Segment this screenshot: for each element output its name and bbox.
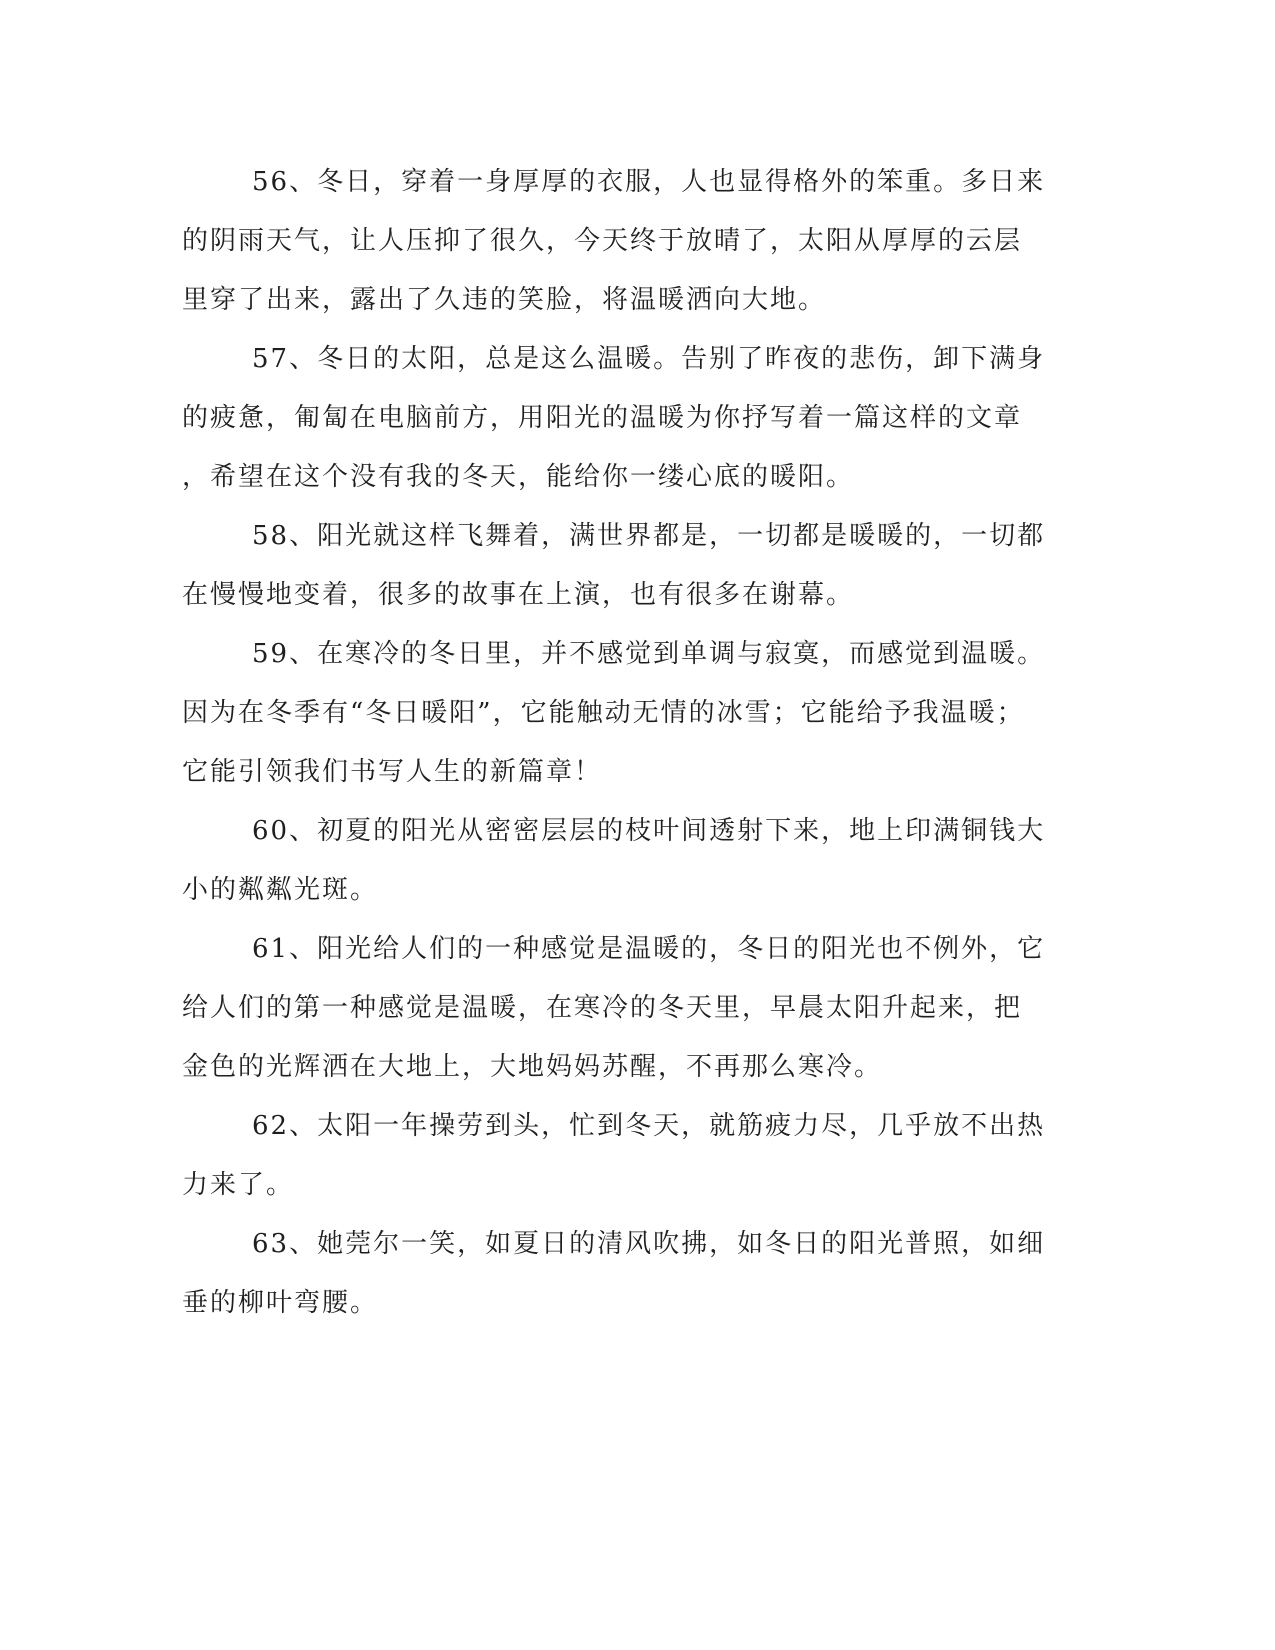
paragraph-63 bbox=[182, 1215, 1046, 1333]
paragraph-line: 61、阳光给人们的一种感觉是温暖的，冬日的阳光也不例外，它 bbox=[252, 934, 1046, 964]
paragraph-line: 小的粼粼光斑。 bbox=[182, 875, 379, 905]
paragraph-58 bbox=[182, 507, 1046, 625]
paragraph-line: ，希望在这个没有我的冬天，能给你一缕心底的暖阳。 bbox=[182, 462, 855, 492]
paragraph-line: 给人们的第一种感觉是温暖，在寒冷的冬天里，早晨太阳升起来，把 bbox=[182, 993, 1023, 1023]
paragraph-line: 58、阳光就这样飞舞着，满世界都是，一切都是暖暖的，一切都 bbox=[252, 521, 1046, 551]
paragraph-line: 因为在冬季有“冬日暖阳”，它能触动无情的冰雪；它能给予我温暖； bbox=[182, 698, 1025, 728]
document-body bbox=[182, 153, 1046, 1333]
paragraph-line: 59、在寒冷的冬日里，并不感觉到单调与寂寞，而感觉到温暖。 bbox=[252, 639, 1046, 669]
paragraph-61 bbox=[182, 920, 1046, 1097]
paragraph-line: 里穿了出来，露出了久违的笑脸，将温暖洒向大地。 bbox=[182, 285, 827, 315]
paragraph-line: 在慢慢地变着，很多的故事在上演，也有很多在谢幕。 bbox=[182, 580, 855, 610]
paragraph-line: 的阴雨天气，让人压抑了很久，今天终于放晴了，太阳从厚厚的云层 bbox=[182, 226, 1023, 256]
paragraph-line: 57、冬日的太阳，总是这么温暖。告别了昨夜的悲伤，卸下满身 bbox=[252, 344, 1046, 374]
paragraph-line: 它能引领我们书写人生的新篇章！ bbox=[182, 757, 603, 787]
paragraph-57 bbox=[182, 330, 1046, 507]
paragraph-60 bbox=[182, 802, 1046, 920]
paragraph-line: 的疲惫，匍匐在电脑前方，用阳光的温暖为你抒写着一篇这样的文章 bbox=[182, 403, 1023, 433]
paragraph-line: 垂的柳叶弯腰。 bbox=[182, 1288, 379, 1318]
paragraph-62 bbox=[182, 1097, 1046, 1215]
paragraph-line: 62、太阳一年操劳到头，忙到冬天，就筋疲力尽，几乎放不出热 bbox=[252, 1111, 1046, 1141]
paragraph-59 bbox=[182, 625, 1046, 802]
paragraph-56 bbox=[182, 153, 1046, 330]
paragraph-line: 金色的光辉洒在大地上，大地妈妈苏醒，不再那么寒冷。 bbox=[182, 1052, 883, 1082]
paragraph-line: 60、初夏的阳光从密密层层的枝叶间透射下来，地上印满铜钱大 bbox=[252, 816, 1046, 846]
paragraph-line: 56、冬日，穿着一身厚厚的衣服，人也显得格外的笨重。多日来 bbox=[252, 167, 1046, 197]
paragraph-line: 63、她莞尔一笑，如夏日的清风吹拂，如冬日的阳光普照，如细 bbox=[252, 1229, 1046, 1259]
paragraph-line: 力来了。 bbox=[182, 1170, 295, 1200]
